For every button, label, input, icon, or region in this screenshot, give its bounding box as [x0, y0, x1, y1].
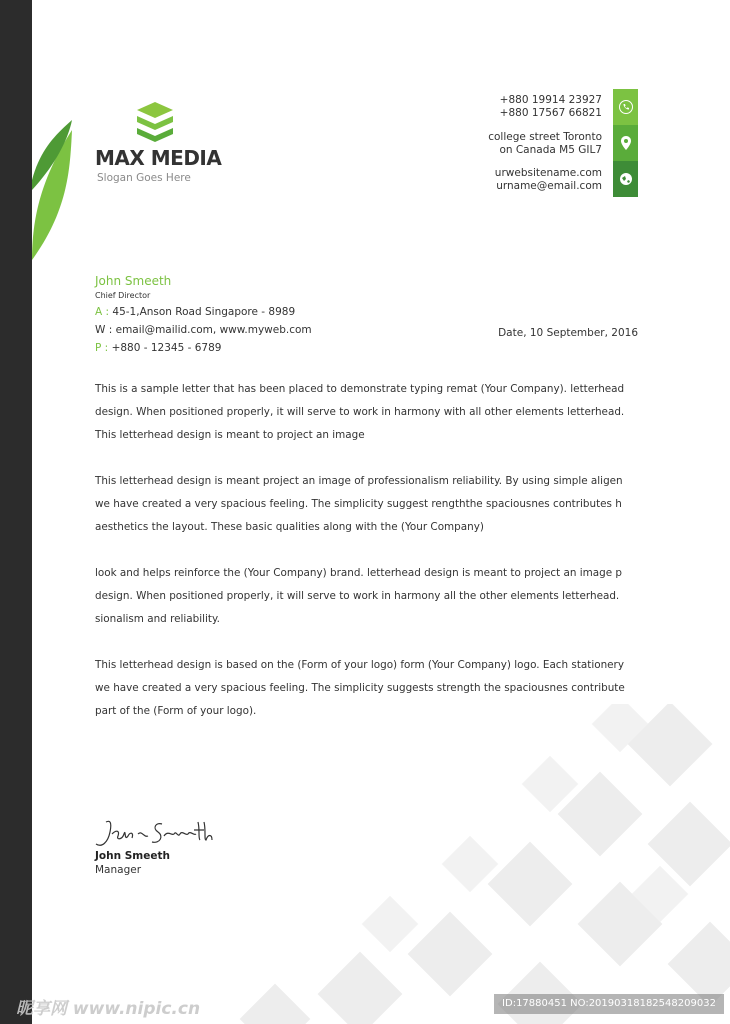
- logo-mark-icon: [133, 100, 177, 142]
- paragraph-line: sionalism and reliability.: [95, 613, 220, 625]
- contact-website: urwebsitename.com: [494, 167, 602, 179]
- watermark-id: ID:17880451 NO:20190318182548209032: [494, 994, 724, 1014]
- phone-label: P :: [95, 342, 109, 354]
- sender-name: John Smeeth: [95, 274, 172, 288]
- contact-address-line-2: on Canada M5 GIL7: [499, 144, 602, 156]
- phone-icon: [613, 89, 638, 125]
- globe-icon: [613, 161, 638, 197]
- contact-phone-2: +880 17567 66821: [499, 107, 602, 119]
- diamond-pattern-background: [170, 704, 730, 1024]
- letter-body: [95, 378, 640, 746]
- contact-phones: [500, 94, 602, 120]
- paragraph: [95, 562, 640, 631]
- paragraph-line: design. When positioned properly, it will serve to work in harmony all the other elements letterhead.: [95, 590, 620, 602]
- company-name: MAX MEDIA: [95, 146, 222, 170]
- paragraph-line: This letterhead design is meant to project an image: [95, 429, 365, 441]
- paragraph-line: This letterhead design is meant project an image of professionalism reliability. By using simple aligen: [95, 475, 623, 487]
- contact-address-line-1: college street Toronto: [488, 131, 602, 143]
- paragraph-line: This is a sample letter that has been placed to demonstrate typing remat (Your Company). letterhead: [95, 383, 625, 395]
- contact-web-email: [495, 167, 602, 193]
- contact-phone-1: +880 19914 23927: [499, 94, 602, 106]
- company-slogan: Slogan Goes Here: [97, 172, 191, 184]
- paragraph-line: look and helps reinforce the (Your Company) brand. letterhead design is meant to project an image p: [95, 567, 623, 579]
- sender-phone: +880 - 12345 - 6789: [111, 342, 222, 354]
- sender-web-line: [95, 324, 312, 336]
- paragraph-line: This letterhead design is based on the (Form of your logo) form (Your Company) logo. Each stationery: [95, 659, 624, 671]
- letter-date: Date, 10 September, 2016: [498, 327, 638, 339]
- signatory-name: John Smeeth: [95, 850, 170, 862]
- sender-address: 45-1,Anson Road Singapore - 8989: [112, 306, 296, 318]
- paragraph-line: part of the (Form of your logo).: [95, 705, 257, 717]
- location-pin-icon: [613, 125, 638, 161]
- sender-web: email@mailid.com, www.myweb.com: [115, 324, 312, 336]
- contact-address: [488, 131, 602, 157]
- web-label: W :: [95, 324, 113, 336]
- sender-address-line: [95, 306, 312, 318]
- address-label: A :: [95, 306, 110, 318]
- paragraph: [95, 470, 640, 539]
- sender-phone-line: [95, 342, 312, 354]
- handwritten-signature: [92, 814, 222, 854]
- paragraph-line: design. When positioned properly, it will serve to work in harmony with all other elements letterhead.: [95, 406, 625, 418]
- watermark-left: 昵享网 www.nipic.cn: [16, 999, 201, 1019]
- paragraph: [95, 378, 640, 447]
- paragraph-line: we have created a very spacious feeling. The simplicity suggest rengththe spaciousnes contributes h: [95, 498, 622, 510]
- green-leaf-decoration: [0, 110, 80, 260]
- sender-role: Chief Director: [95, 291, 151, 300]
- signatory-title: Manager: [95, 864, 142, 876]
- paragraph: [95, 654, 640, 723]
- paragraph-line: aesthetics the layout. These basic qualities along with the (Your Company): [95, 521, 484, 533]
- sender-block: [95, 274, 312, 354]
- contact-email: urname@email.com: [496, 180, 602, 192]
- paragraph-line: we have created a very spacious feeling. The simplicity suggests strength the spaciousnes contribute: [95, 682, 625, 694]
